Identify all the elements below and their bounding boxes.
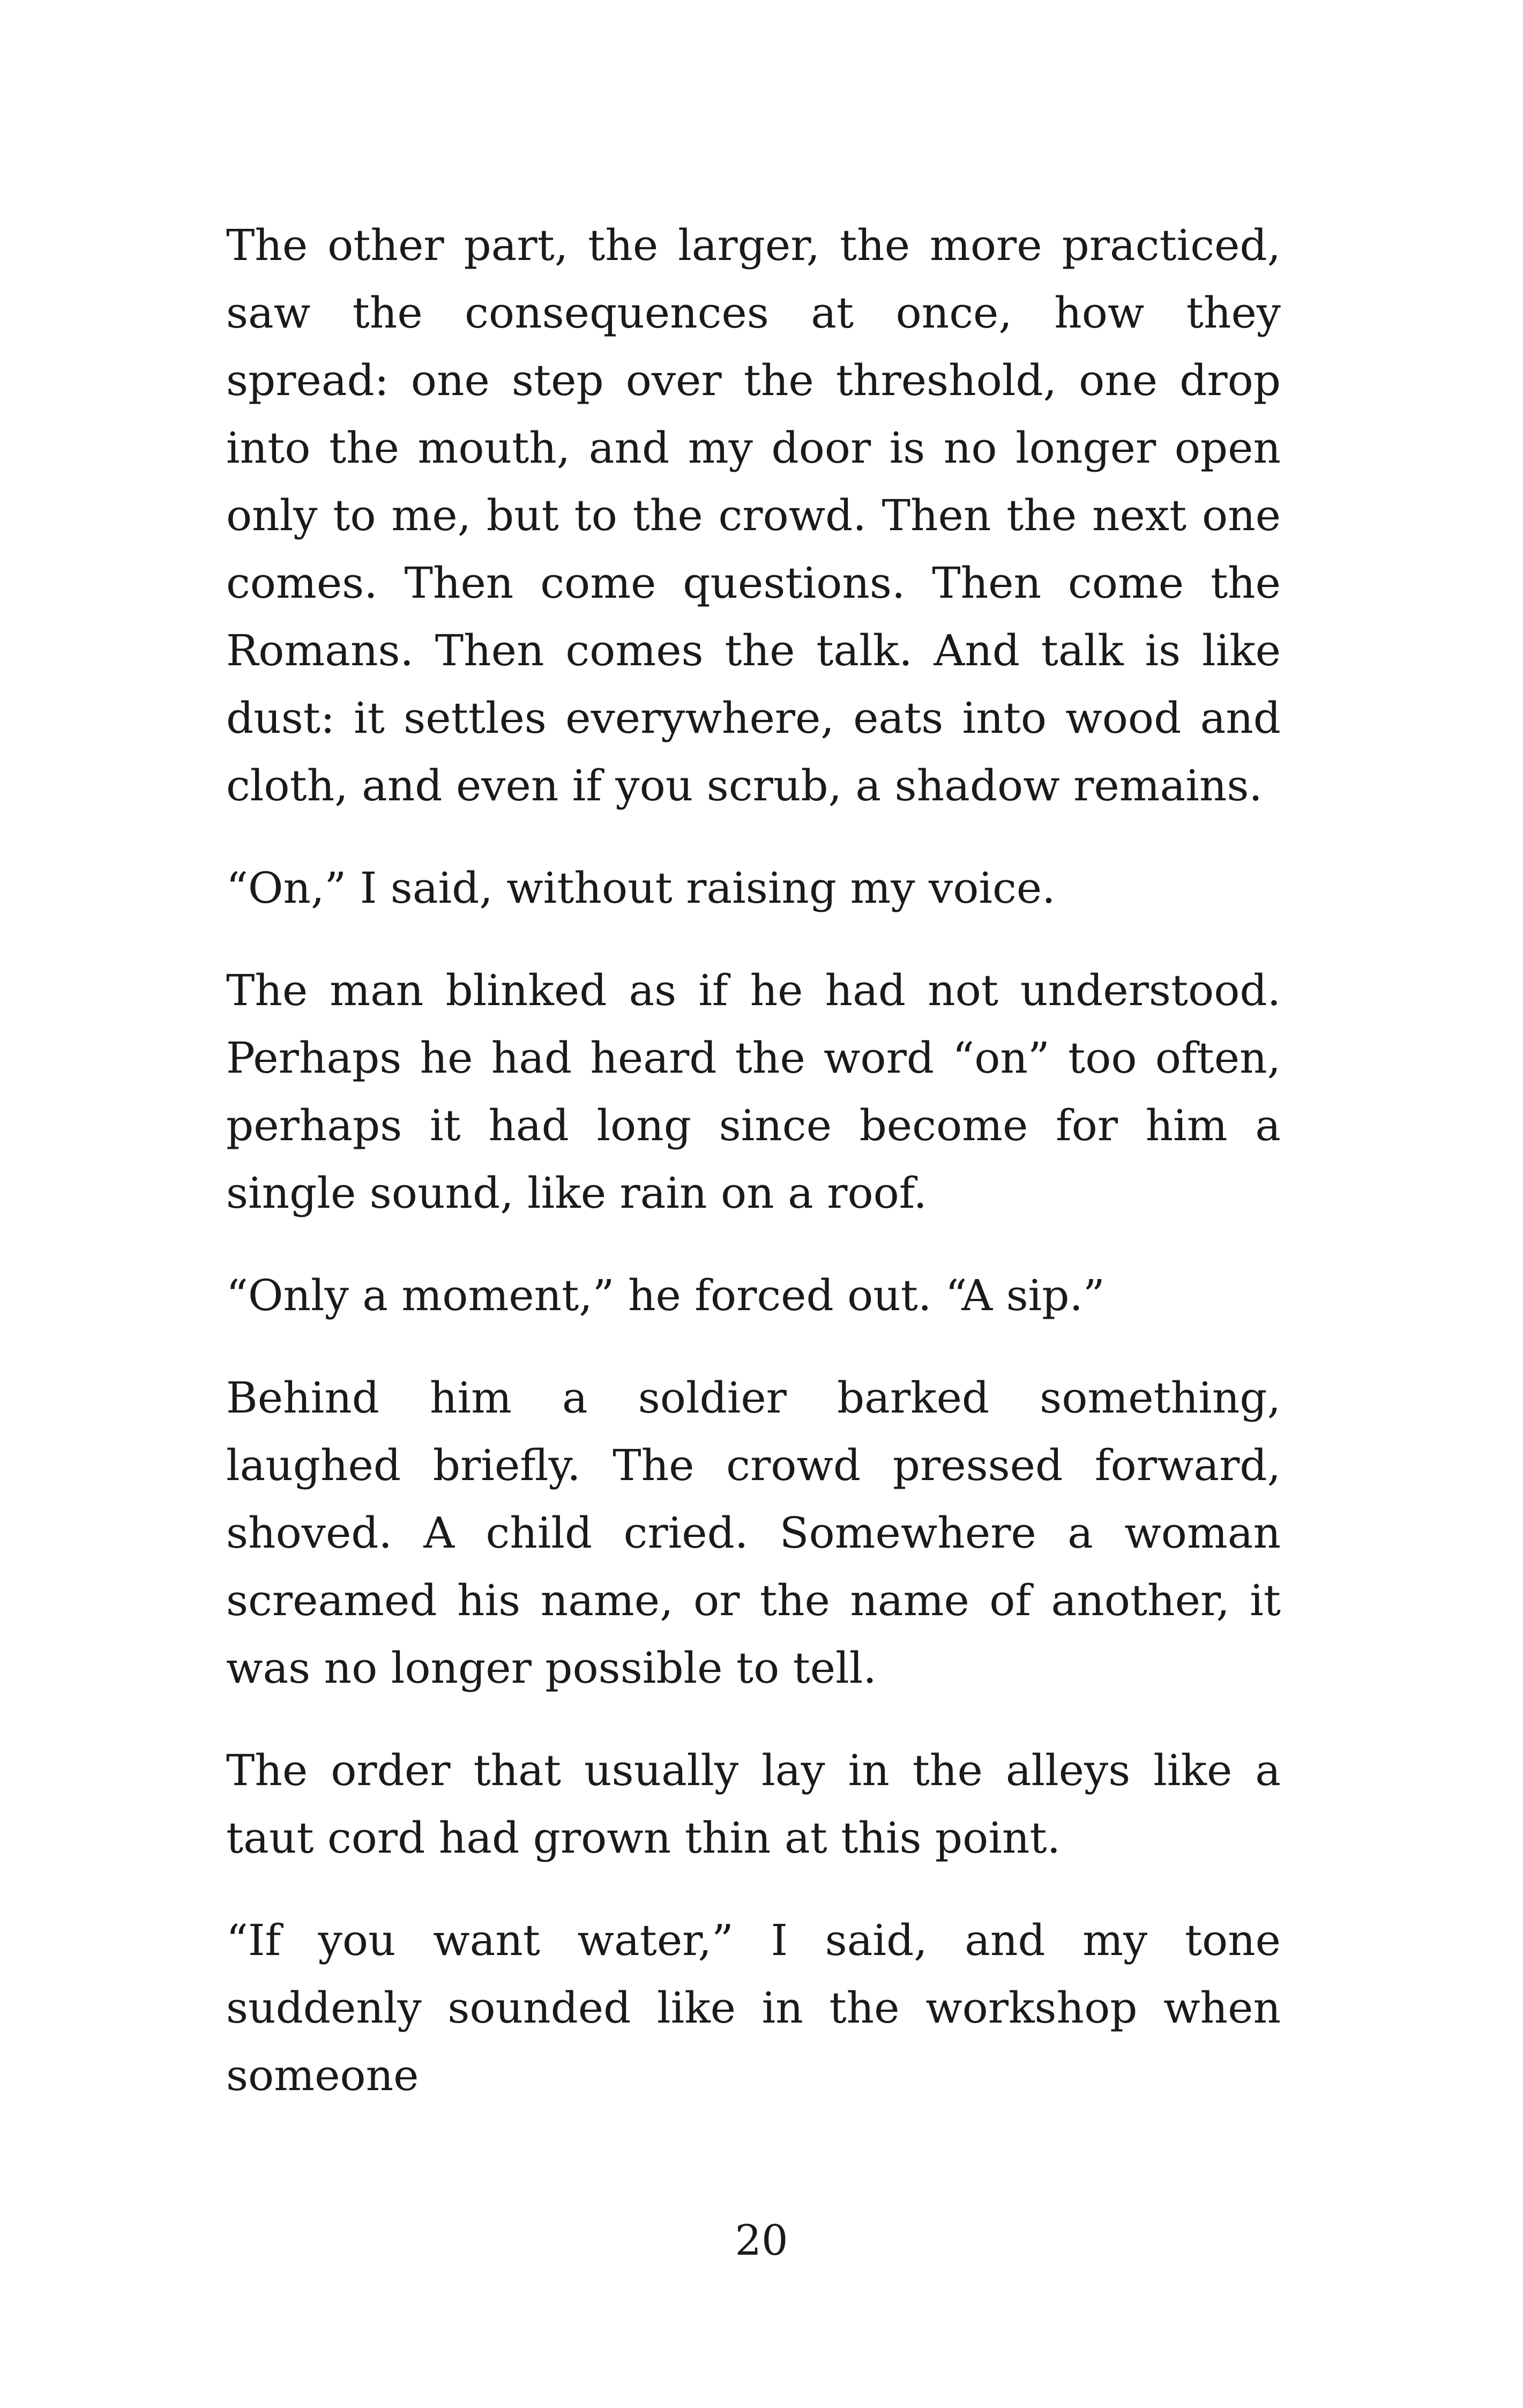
paragraph-1: The other part, the larger, the more practiced, saw the consequences at once, how they spread: one step over the threshold, one drop into the mouth, and my door is no longer open only to me, but to the crowd. Then the next one comes. Then come questions. Then come the Romans. Then comes the talk. And talk is like dust: it settles everywhere, eats into wood and cloth, and even if you scrub, a shadow remains.: [226, 220, 1281, 811]
paragraph-6: The order that usually lay in the alleys like a taut cord had grown thin at this point.: [226, 1745, 1281, 1863]
paragraph-2: “On,” I said, without raising my voice.: [226, 863, 1056, 913]
paragraph-7: “If you want water,” I said, and my tone suddenly sounded like in the workshop when someone: [226, 1915, 1281, 2100]
body-text: [226, 212, 1281, 2109]
paragraph-3: The man blinked as if he had not understood. Perhaps he had heard the word “on” too often, perhaps it had long since become for him a single sound, like rain on a roof.: [226, 965, 1281, 1218]
page-number: 20: [735, 2217, 788, 2265]
paragraph-5: Behind him a soldier barked something, laughed briefly. The crowd pressed forward, shoved. A child cried. Somewhere a woman screamed his name, or the name of another, it was no longer possible to tell.: [226, 1373, 1281, 1693]
paragraph-4: “Only a moment,” he forced out. “A sip.”: [226, 1270, 1105, 1320]
